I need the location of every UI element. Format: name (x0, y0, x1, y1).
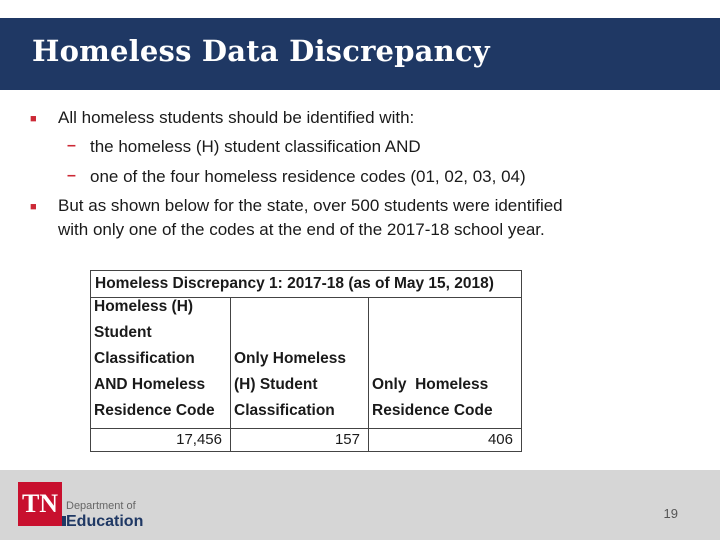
footer-bar (0, 470, 720, 540)
header-line: Classification (234, 402, 335, 419)
page-number: 19 (663, 506, 678, 521)
header-line: Only Homeless (372, 376, 489, 393)
slide-title: Homeless Data Discrepancy (32, 34, 490, 68)
header-line: Residence Code (372, 402, 493, 419)
table-header-cell (231, 298, 369, 428)
header-line: AND Homeless (94, 376, 206, 393)
bullet-item-continued: with only one of the codes at the end of the 2017-18 school year. (58, 220, 545, 239)
header-line: Student (94, 324, 152, 341)
header-line: (H) Student (234, 376, 318, 393)
header-line: Only Homeless (234, 350, 346, 367)
sub-bullet-marker: – (67, 167, 76, 184)
bullet-item: All homeless students should be identified with: (58, 108, 415, 127)
bullet-marker: ■ (30, 113, 37, 125)
header-line: Homeless (H) (94, 298, 194, 315)
bullet-marker: ■ (30, 201, 37, 213)
table-title: Homeless Discrepancy 1: 2017-18 (as of May 15, 2018) (91, 271, 521, 298)
logo-department-text: Department of (66, 500, 136, 512)
table-value-cell: 157 (231, 429, 369, 451)
table-value-row (91, 428, 521, 451)
header-line: Residence Code (94, 402, 215, 419)
title-bar (0, 18, 720, 90)
table-header-cell (91, 298, 231, 428)
sub-bullet-item: one of the four homeless residence codes (01, 02, 03, 04) (90, 167, 526, 186)
header-line: Classification (94, 350, 195, 367)
table-value-cell: 406 (487, 431, 513, 448)
sub-bullet-marker: – (67, 137, 76, 154)
table-header-cell (369, 298, 521, 428)
logo-education-text: Education (66, 513, 144, 530)
sub-bullet-item: the homeless (H) student classification AND (90, 137, 421, 156)
table-value-cell: 17,456 (91, 429, 231, 451)
discrepancy-table (90, 270, 522, 452)
bullet-item: But as shown below for the state, over 500 students were identified (58, 196, 563, 215)
tn-logo: TN (18, 482, 62, 526)
